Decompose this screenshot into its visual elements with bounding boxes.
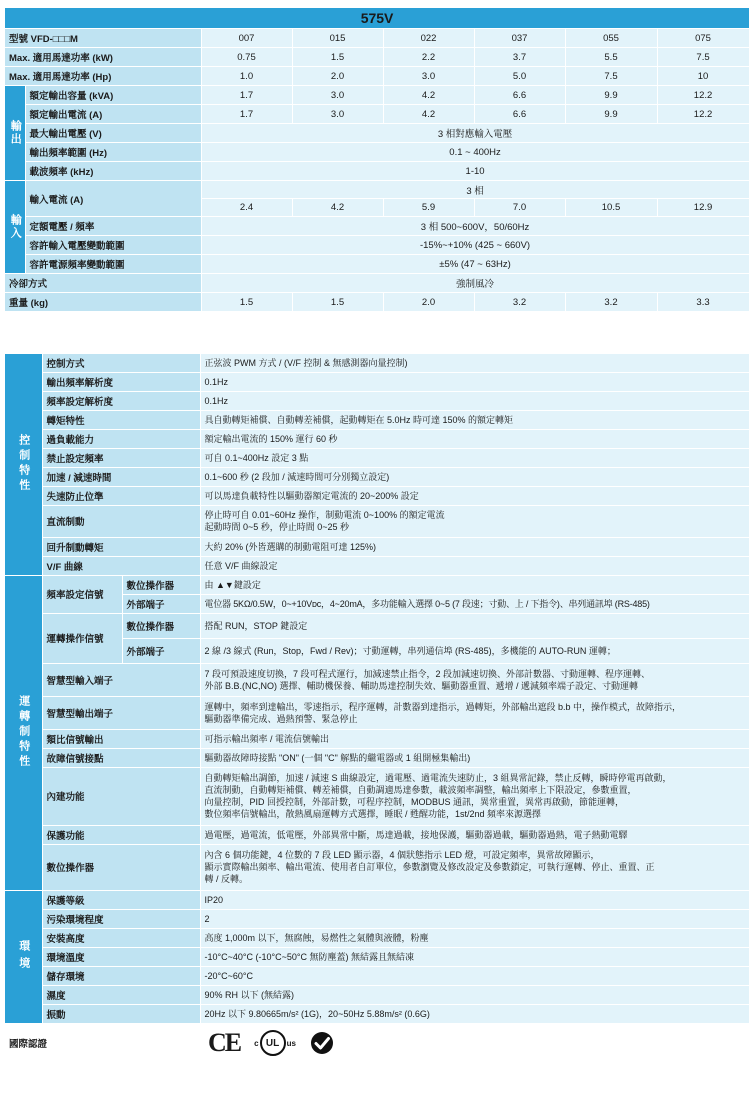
out-kva-cell: 12.2 bbox=[657, 86, 749, 105]
control-label: 頻率設定解析度 bbox=[42, 391, 200, 410]
cert-label: 國際認證 bbox=[5, 1023, 200, 1063]
cert-logos bbox=[200, 1023, 749, 1063]
spec-table bbox=[5, 8, 750, 312]
out-kva-label: 額定輸出容量 (kVA) bbox=[25, 86, 201, 105]
out-kva-cell: 9.9 bbox=[565, 86, 657, 105]
max-kw-row bbox=[5, 48, 749, 67]
env-value: 20Hz 以下 9.80665m/s² (1G)，20~50Hz 5.88m/s² (0.6G) bbox=[200, 1004, 749, 1023]
out-kva-cell: 4.2 bbox=[383, 86, 474, 105]
smart-out-line: 驅動器準備完成、過熱預警、緊急停止 bbox=[204, 713, 358, 724]
control-label: 控制方式 bbox=[42, 354, 200, 372]
f-tol-value: ±5% (47 ~ 63Hz) bbox=[201, 255, 749, 274]
max-hp-label: Max. 適用馬達功率 (Hp) bbox=[5, 67, 201, 86]
fault-value: 驅動器故障時接點 "ON" (一個 "C" 解點的繼電器或 1 組開極集輸出) bbox=[200, 748, 749, 767]
freq-range-value: 0.1 ~ 400Hz bbox=[201, 143, 749, 162]
out-a-cell: 9.9 bbox=[565, 105, 657, 124]
in-phase-value: 3 相 bbox=[201, 181, 749, 199]
in-a-cell: 4.2 bbox=[292, 199, 383, 217]
in-a-cell: 5.9 bbox=[383, 199, 474, 217]
weight-cell: 1.5 bbox=[201, 293, 292, 312]
keypad2-value bbox=[200, 844, 749, 890]
max-hp-cell: 7.5 bbox=[565, 67, 657, 86]
env-side-label: 環境 bbox=[5, 890, 42, 1023]
control-label: 回升制動轉矩 bbox=[42, 537, 200, 556]
control-label: 失速防止位準 bbox=[42, 486, 200, 505]
model-cell: 037 bbox=[474, 29, 565, 48]
input-side-label: 輸入 bbox=[5, 181, 25, 274]
weight-cell: 3.2 bbox=[565, 293, 657, 312]
operation-side-label: 運轉制特性 bbox=[5, 575, 42, 890]
env-label: 環境溫度 bbox=[42, 947, 200, 966]
cul-c-text: c bbox=[254, 1038, 259, 1048]
in-phase-row bbox=[5, 181, 749, 199]
control-label: 轉矩特性 bbox=[42, 410, 200, 429]
control-label: 過負載能力 bbox=[42, 429, 200, 448]
env-value: 90% RH 以下 (無結露) bbox=[200, 985, 749, 1004]
dc-brake-line: 起動時間 0~5 秒，停止時間 0~25 秒 bbox=[204, 522, 350, 532]
control-label: 輸出頻率解析度 bbox=[42, 372, 200, 391]
max-hp-cell: 2.0 bbox=[292, 67, 383, 86]
weight-cell: 2.0 bbox=[383, 293, 474, 312]
keypad2-line: 內含 6 個功能鍵，4 位數的 7 段 LED 顯示器，4 個狀態指示 LED 燈，可設定頻率，異常故障顯示， bbox=[204, 850, 600, 860]
output-side-label: 輸出 bbox=[5, 86, 25, 181]
out-kva-cell: 6.6 bbox=[474, 86, 565, 105]
builtin-line: 自動轉矩輸出調節，加速 / 減速 S 曲線設定，過電壓、過電流失速防止，3 組異常記錄，禁止反轉，瞬時停電再啟動， bbox=[204, 773, 672, 783]
control-side-label: 控制特性 bbox=[5, 354, 42, 575]
in-a-cell: 10.5 bbox=[565, 199, 657, 217]
env-label: 濕度 bbox=[42, 985, 200, 1004]
max-hp-cell: 1.0 bbox=[201, 67, 292, 86]
out-kva-cell: 1.7 bbox=[201, 86, 292, 105]
max-kw-label: Max. 適用馬達功率 (kW) bbox=[5, 48, 201, 67]
out-a-cell: 3.0 bbox=[292, 105, 383, 124]
control-value: 大約 20% (外皆選購的制動電阻可達 125%) bbox=[200, 537, 749, 556]
max-hp-row bbox=[5, 67, 749, 86]
env-label: 振動 bbox=[42, 1004, 200, 1023]
protect-value: 過電壓，過電流，低電壓，外部異常中斷，馬達過載，接地保護，驅動器過載，驅動器過熱，電子熱動電驛 bbox=[200, 825, 749, 844]
out-a-cell: 6.6 bbox=[474, 105, 565, 124]
weight-cell: 3.2 bbox=[474, 293, 565, 312]
keypad-label: 數位操作器 bbox=[122, 613, 200, 638]
out-a-cell: 12.2 bbox=[657, 105, 749, 124]
weight-cell: 1.5 bbox=[292, 293, 383, 312]
control-value: 0.1~600 秒 (2 段加 / 減速時間可分別獨立設定) bbox=[200, 467, 749, 486]
max-v-label: 最大輸出電壓 (V) bbox=[25, 124, 201, 143]
smart-out-label: 智慧型輸出端子 bbox=[42, 696, 200, 729]
control-value: 可自 0.1~400Hz 設定 3 點 bbox=[200, 448, 749, 467]
rated-v-label: 定額電壓 / 頻率 bbox=[25, 217, 201, 236]
control-value: 正弦波 PWM 方式 / (V/F 控制 & 無感測器向量控制) bbox=[200, 354, 749, 372]
env-value: IP20 bbox=[200, 890, 749, 909]
fault-label: 故障信號接點 bbox=[42, 748, 200, 767]
cooling-label: 冷卻方式 bbox=[5, 274, 201, 293]
out-a-cell: 1.7 bbox=[201, 105, 292, 124]
run-external-value: 2 線 /3 線式 (Run，Stop，Fwd / Rev)；寸動運轉，串列通信埠 (RS-485)，多機能的 AUTO-RUN 運轉； bbox=[200, 638, 749, 663]
env-label: 儲存環境 bbox=[42, 966, 200, 985]
keypad2-label: 數位操作器 bbox=[42, 844, 200, 890]
max-v-value: 3 相對應輸入電壓 bbox=[201, 124, 749, 143]
out-a-row bbox=[5, 105, 749, 124]
max-hp-cell: 10 bbox=[657, 67, 749, 86]
carrier-value: 1-10 bbox=[201, 162, 749, 181]
protect-label: 保護功能 bbox=[42, 825, 200, 844]
env-value: 高度 1,000m 以下，無腐蝕，易燃性之氣體與液體，粉塵 bbox=[200, 928, 749, 947]
max-kw-cell: 2.2 bbox=[383, 48, 474, 67]
run-signal-label: 運轉操作信號 bbox=[42, 613, 122, 663]
model-cell: 075 bbox=[657, 29, 749, 48]
model-label: 型號 VFD-□□□M bbox=[5, 29, 201, 48]
smart-in-line: 外部 B.B.(NC,NO) 選擇、輔助機保養、輔助馬達控制失效、驅動器重置、遞增 / 遞減頻率端子設定、寸動運轉 bbox=[204, 680, 639, 691]
v-tol-label: 容許輸入電壓變動範圍 bbox=[25, 236, 201, 255]
model-cell: 022 bbox=[383, 29, 474, 48]
keypad2-line: 顯示實際輸出頻率、輸出電流、使用者自訂單位，參數瀏覽及修改設定及參數鎖定，可執行運轉、停止、重置、正 bbox=[204, 862, 655, 872]
smart-in-value bbox=[200, 663, 749, 696]
weight-label: 重量 (kg) bbox=[5, 293, 201, 312]
keypad2-line: 轉 / 反轉。 bbox=[204, 874, 249, 884]
v-tol-value: -15%~+10% (425 ~ 660V) bbox=[201, 236, 749, 255]
max-kw-cell: 0.75 bbox=[201, 48, 292, 67]
in-a-cell: 2.4 bbox=[201, 199, 292, 217]
cooling-row bbox=[5, 274, 749, 293]
control-value: 0.1Hz bbox=[200, 391, 749, 410]
in-a-label: 輸入電流 (A) bbox=[25, 181, 201, 217]
max-kw-cell: 7.5 bbox=[657, 48, 749, 67]
smart-in-label: 智慧型輸入端子 bbox=[42, 663, 200, 696]
ce-mark-icon: CE bbox=[208, 1028, 241, 1057]
cul-us-mark-icon bbox=[254, 1030, 296, 1056]
f-tol-label: 容許電源頻率變動範圍 bbox=[25, 255, 201, 274]
model-cell: 007 bbox=[201, 29, 292, 48]
control-value: 可以馬達負載特性以驅動器額定電流的 20~200% 設定 bbox=[200, 486, 749, 505]
smart-out-line: 運轉中，頻率到達輸出，零速指示，程序運轉，計數器到達指示，過轉矩，外部輸出遮段 b.b 中，操作模式，故障指示， bbox=[204, 701, 682, 712]
env-value: -20°C~60°C bbox=[200, 966, 749, 985]
builtin-value bbox=[200, 767, 749, 825]
control-label: V/F 曲線 bbox=[42, 556, 200, 575]
max-hp-cell: 5.0 bbox=[474, 67, 565, 86]
control-value: 具自動轉矩補償、自動轉差補償，起動轉矩在 5.0Hz 時可達 150% 的額定轉矩 bbox=[200, 410, 749, 429]
out-a-label: 額定輸出電流 (A) bbox=[25, 105, 201, 124]
keypad-label: 數位操作器 bbox=[122, 575, 200, 594]
f-tol-row bbox=[5, 255, 749, 274]
analog-value: 可指示輸出頻率 / 電流信號輸出 bbox=[200, 729, 749, 748]
out-a-cell: 4.2 bbox=[383, 105, 474, 124]
builtin-line: 向量控制，PID 回授控制，外部計數，可程序控制，MODBUS 通訊，異常重置，異常再啟動，節能運轉， bbox=[204, 797, 625, 807]
in-a-cell: 12.9 bbox=[657, 199, 749, 217]
smart-in-line: 7 段可預設速度切換，7 段可程式運行，加減速禁止指令，2 段加減速切換、外部計數器、寸動運轉、程序運轉、 bbox=[204, 668, 651, 679]
freq-external-value: 電位器 5KΩ/0.5W，0~+10Vᴅᴄ，4~20mA，多功能輸入選擇 0~5 (7 段速；寸動、上 / 下指令)、串列通訊埠 (RS-485) bbox=[200, 594, 749, 613]
weight-cell: 3.3 bbox=[657, 293, 749, 312]
env-value: -10°C~40°C (-10°C~50°C 無防塵蓋) 無結露且無結凍 bbox=[200, 947, 749, 966]
control-value: 0.1Hz bbox=[200, 372, 749, 391]
freq-keypad-value: 由 ▲▼鍵設定 bbox=[200, 575, 749, 594]
v-tol-row bbox=[5, 236, 749, 255]
model-row bbox=[5, 29, 749, 48]
rated-v-value: 3 相 500~600V，50/60Hz bbox=[201, 217, 749, 236]
external-label: 外部端子 bbox=[122, 638, 200, 663]
freq-range-row bbox=[5, 143, 749, 162]
env-value: 2 bbox=[200, 909, 749, 928]
control-label: 加速 / 減速時間 bbox=[42, 467, 200, 486]
in-a-cell: 7.0 bbox=[474, 199, 565, 217]
model-cell: 015 bbox=[292, 29, 383, 48]
control-value bbox=[200, 505, 749, 537]
max-v-row bbox=[5, 124, 749, 143]
builtin-line: 數位頻率信號輸出，散熱風扇運轉方式選擇，睡眠 / 甦醒功能，1st/2nd 頻率來源選擇 bbox=[204, 809, 542, 819]
control-value: 任意 V/F 曲線設定 bbox=[200, 556, 749, 575]
env-label: 污染環境程度 bbox=[42, 909, 200, 928]
check-mark-icon bbox=[310, 1031, 334, 1055]
max-kw-cell: 3.7 bbox=[474, 48, 565, 67]
analog-label: 類比信號輸出 bbox=[42, 729, 200, 748]
external-label: 外部端子 bbox=[122, 594, 200, 613]
rated-v-row bbox=[5, 217, 749, 236]
freq-signal-label: 頻率設定信號 bbox=[42, 575, 122, 613]
builtin-line: 直流制動，自動轉矩補償、轉差補償，自動調適馬達參數，載波頻率調整，輸出頻率上下限設定，參數重置， bbox=[204, 785, 637, 795]
max-hp-cell: 3.0 bbox=[383, 67, 474, 86]
model-cell: 055 bbox=[565, 29, 657, 48]
page-title: 575V bbox=[5, 8, 749, 29]
cul-us-text: us bbox=[286, 1038, 296, 1048]
cooling-value: 強制風冷 bbox=[201, 274, 749, 293]
dc-brake-line: 停止時可自 0.01~60Hz 操作，制動電流 0~100% 的額定電流 bbox=[204, 510, 445, 520]
env-label: 安裝高度 bbox=[42, 928, 200, 947]
carrier-row bbox=[5, 162, 749, 181]
features-table bbox=[5, 354, 750, 1064]
control-label: 禁止設定頻率 bbox=[42, 448, 200, 467]
smart-out-value bbox=[200, 696, 749, 729]
carrier-label: 載波頻率 (kHz) bbox=[25, 162, 201, 181]
max-kw-cell: 5.5 bbox=[565, 48, 657, 67]
freq-range-label: 輸出頻率範圍 (Hz) bbox=[25, 143, 201, 162]
weight-row bbox=[5, 293, 749, 312]
run-keypad-value: 搭配 RUN，STOP 鍵設定 bbox=[200, 613, 749, 638]
ul-circle: UL bbox=[260, 1030, 286, 1056]
builtin-label: 內建功能 bbox=[42, 767, 200, 825]
out-kva-row bbox=[5, 86, 749, 105]
control-label: 直流制動 bbox=[42, 505, 200, 537]
control-value: 額定輸出電流的 150% 運行 60 秒 bbox=[200, 429, 749, 448]
out-kva-cell: 3.0 bbox=[292, 86, 383, 105]
max-kw-cell: 1.5 bbox=[292, 48, 383, 67]
env-label: 保護等級 bbox=[42, 890, 200, 909]
